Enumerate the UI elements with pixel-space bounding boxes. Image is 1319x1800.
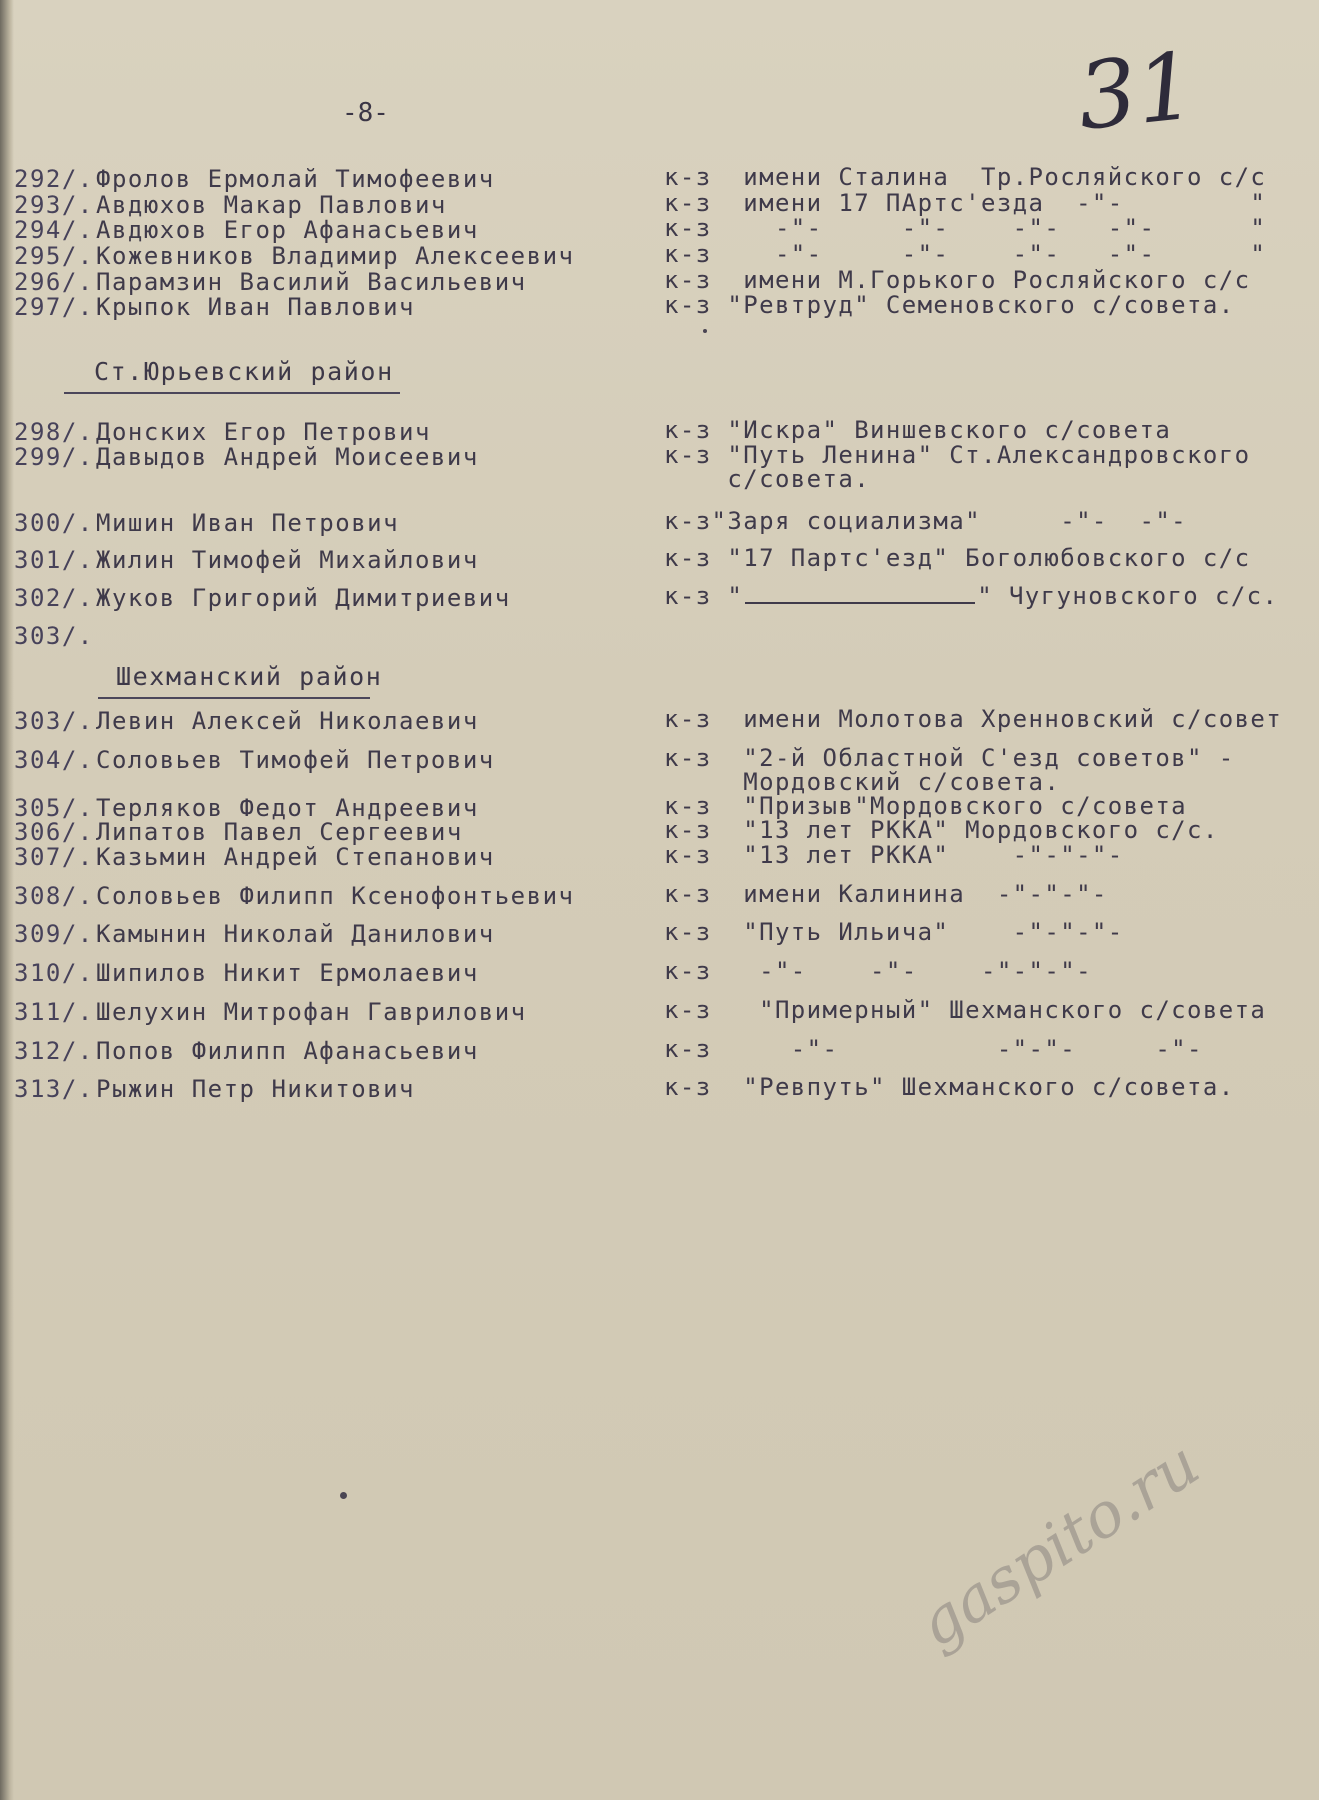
collective-farm (664, 165, 1266, 189)
entry-number: 301/. (14, 546, 94, 574)
person-name: Донских Егор Петрович (96, 418, 431, 446)
entry-number: 302/. (14, 584, 94, 612)
person-name: Крыпок Иван Павлович (96, 293, 415, 321)
org-line: к-з "17 Партс'езд" Боголюбовского с/с (664, 544, 1251, 572)
org-line: с/совета. (664, 465, 871, 493)
collective-farm (664, 1037, 1203, 1061)
entry-number: 306/. (14, 818, 94, 846)
collective-farm (664, 584, 1278, 608)
org-line: к-з "13 лет РККА" -"-"-"- (664, 841, 1124, 869)
handwritten-folio-number: 31 (1072, 32, 1201, 151)
person-name: Мишин Иван Петрович (96, 509, 400, 537)
org-prefix: к-з " (664, 582, 744, 610)
entry-number: 304/. (14, 746, 94, 774)
org-line: к-з -"- -"-"- -"- (664, 1035, 1203, 1063)
collective-farm (664, 882, 1108, 906)
section-heading-shekhmansky: Шехманский район (116, 662, 383, 691)
entry-number: 313/. (14, 1075, 94, 1103)
person-name: Шипилов Никит Ермолаевич (96, 959, 479, 987)
person-name: Камынин Николай Данилович (96, 920, 495, 948)
person-name: Соловьев Тимофей Петрович (96, 746, 495, 774)
person-name: Авдюхов Макар Павлович (96, 191, 447, 219)
org-line: к-з "Путь Ильича" -"-"-"- (664, 918, 1124, 946)
person-name: Давыдов Андрей Моисеевич (96, 443, 479, 471)
entry-number: 312/. (14, 1037, 94, 1065)
person-name: Терляков Федот Андреевич (96, 794, 479, 822)
org-line: к-з "Призыв"Мордовского с/совета (664, 792, 1188, 820)
entry-number: 309/. (14, 920, 94, 948)
person-name: Казьмин Андрей Степанович (96, 843, 495, 871)
person-name: Попов Филипп Афанасьевич (96, 1037, 479, 1065)
collective-farm (664, 268, 1250, 292)
org-line: к-з имени Калинина -"-"-"- (664, 880, 1108, 908)
collective-farm (664, 1075, 1235, 1099)
entry-number: 294/. (14, 216, 94, 244)
blank-line (745, 601, 975, 604)
collective-farm (664, 843, 1124, 867)
collective-farm (664, 546, 1250, 570)
collective-farm (664, 509, 1187, 533)
collective-farm (664, 920, 1124, 944)
person-name: Жилин Тимофей Михайлович (96, 546, 479, 574)
collective-farm (664, 707, 1282, 731)
entry-number: 311/. (14, 998, 94, 1026)
entry-number: 296/. (14, 268, 94, 296)
org-line: к-з имени 17 ПАртс'езда -"- " (664, 189, 1267, 217)
person-name: Соловьев Филипп Ксенофонтьевич (96, 882, 575, 910)
section-underline (64, 392, 400, 394)
org-line: к-з"Заря социализма" -"- -"- (664, 507, 1188, 535)
person-name: Шелухин Митрофан Гаврилович (96, 998, 527, 1026)
org-line: Мордовский с/совета. (664, 768, 1061, 796)
entry-number: 310/. (14, 959, 94, 987)
person-name: Парамзин Василий Васильевич (96, 268, 527, 296)
entry-number: 307/. (14, 843, 94, 871)
collective-farm (664, 998, 1266, 1022)
section-heading-yurevsky: Ст.Юрьевский район (94, 357, 394, 386)
collective-farm (664, 191, 1266, 215)
collective-farm (664, 242, 1266, 266)
org-line: к-з имени Сталина Тр.Росляйского с/с (664, 163, 1267, 191)
org-line: к-з -"- -"- -"- -"- " (664, 240, 1267, 268)
entry-number: 297/. (14, 293, 94, 321)
org-line: к-з -"- -"- -"- -"- " (664, 214, 1267, 242)
entry-number: 303/. (14, 707, 94, 735)
entry-number: 298/. (14, 418, 94, 446)
person-name: Липатов Павел Сергеевич (96, 818, 463, 846)
person-name: Левин Алексей Николаевич (96, 707, 479, 735)
entry-number: 295/. (14, 242, 94, 270)
collective-farm (664, 443, 1250, 491)
org-line: к-з "2-й Областной С'езд советов" - (664, 744, 1235, 772)
ink-speck (340, 1492, 347, 1499)
section-underline (98, 697, 370, 699)
org-suffix: " Чугуновского с/с. (977, 582, 1279, 610)
entry-number: 292/. (14, 165, 94, 193)
entry-number: 293/. (14, 191, 94, 219)
org-line: к-з "Ревтруд" Семеновского с/совета. (664, 291, 1235, 319)
ink-speck (703, 329, 707, 333)
person-name: Фролов Ермолай Тимофеевич (96, 165, 495, 193)
entry-number: 303/. (14, 622, 94, 650)
org-line: к-з -"- -"- -"-"-"- (664, 957, 1092, 985)
watermark: gaspito.ru (905, 1426, 1212, 1662)
entry-number: 299/. (14, 443, 94, 471)
collective-farm (664, 959, 1092, 983)
collective-farm (664, 216, 1266, 240)
collective-farm (664, 818, 1219, 842)
collective-farm (664, 794, 1187, 818)
person-name: Жуков Григорий Димитриевич (96, 584, 511, 612)
org-line: к-з "Искра" Виншевского с/совета (664, 416, 1172, 444)
person-name: Авдюхов Егор Афанасьевич (96, 216, 479, 244)
org-line: к-з имени Молотова Хренновский с/совет (664, 705, 1283, 733)
person-name: Кожевников Владимир Алексеевич (96, 242, 575, 270)
entry-number: 300/. (14, 509, 94, 537)
entry-number: 305/. (14, 794, 94, 822)
org-line: к-з имени М.Горького Росляйского с/с (664, 266, 1251, 294)
page-number: -8- (342, 98, 389, 128)
collective-farm (664, 746, 1235, 794)
person-name: Рыжин Петр Никитович (96, 1075, 415, 1103)
collective-farm (664, 293, 1235, 317)
collective-farm (664, 418, 1171, 442)
org-line: к-з "Ревпуть" Шехманского с/совета. (664, 1073, 1235, 1101)
org-line: к-з "Примерный" Шехманского с/совета (664, 996, 1267, 1024)
org-line: к-з "13 лет РККА" Мордовского с/с. (664, 816, 1219, 844)
org-line: к-з "Путь Ленина" Ст.Александровского (664, 441, 1251, 469)
entry-number: 308/. (14, 882, 94, 910)
